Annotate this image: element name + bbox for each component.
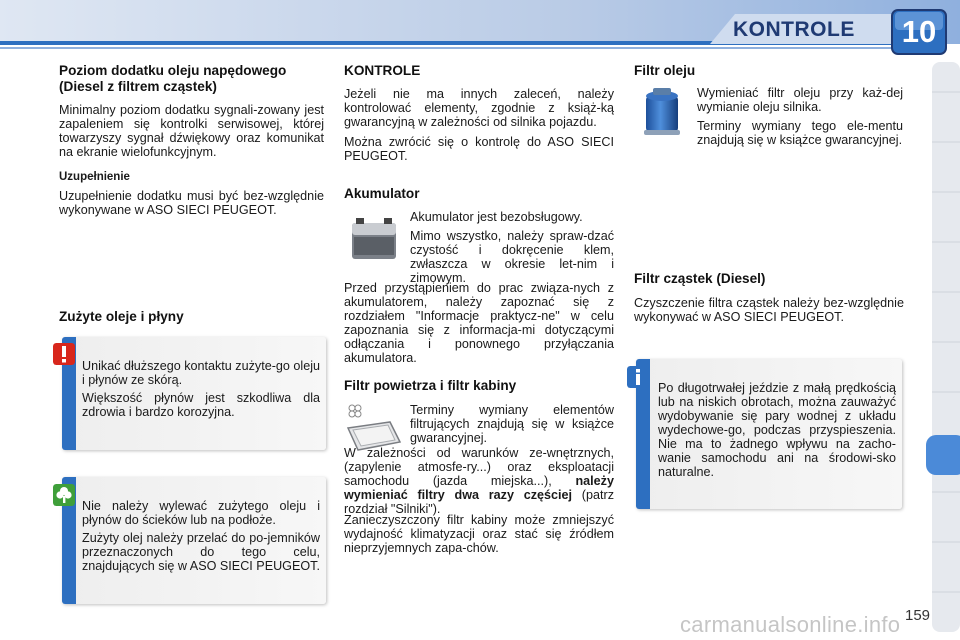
info-icon (627, 366, 649, 388)
kontrole-paragraph-1: Jeżeli nie ma innych zaleceń, należy kontrolować elementy, zgodnie z książ-ką gwarancyjną w zależności od silnika pojazdu. (344, 87, 614, 129)
oil-filter-heading: Filtr oleju (634, 63, 696, 78)
column-1 (59, 63, 324, 217)
info-paragraph: Po długotrwałej jeździe z małą prędkością lub na niskich obrotach, można zauważyć wydobywanie się pary wodnej z układu wydechowe-go, podczas przyspieszenia. Nie ma to żadnego wpływu na zacho-wanie samochodu ani na środowi-sko naturalne. (658, 381, 896, 479)
column-2 (344, 63, 614, 163)
kontrole-paragraph-2: Można zwrócić się o kontrolę do ASO SIECI PEUGEOT. (344, 135, 614, 163)
exclamation-icon (53, 343, 75, 365)
air-filter-p2-a: W zależności od warunków ze-wnętrznych, (zapylenie atmosfe-ry...) oraz eksploatacji samochodu (jazda miejska...), (344, 446, 614, 488)
eco-paragraph-1: Nie należy wylewać zużytego oleju i płynów do ścieków lub na podłoże. (82, 499, 320, 527)
oil-filter-icon (641, 86, 683, 138)
eco-paragraph-2: Zużyty olej należy przelać do po-jemników przeznaczonych do tego celu, znajdujących się w ASO SIECI PEUGEOT. (82, 531, 320, 573)
refill-subheading: Uzupełnienie (59, 171, 130, 183)
air-filter-heading: Filtr powietrza i filtr kabiny (344, 378, 517, 393)
air-filter-paragraph-1: Terminy wymiany elementów filtrujących znajdują się w książce gwarancyjnej. (410, 403, 614, 445)
additive-heading: Poziom dodatku oleju napędowego (Diesel z filtrem cząstek) (59, 63, 287, 94)
info-box-text (658, 381, 896, 479)
battery-text (410, 210, 614, 285)
tree-icon (53, 484, 75, 506)
chapter-number: 10 (901, 14, 937, 49)
oil-filter-text (697, 86, 903, 147)
page-header (0, 0, 960, 55)
air-filter-text (410, 403, 614, 445)
warning-paragraph-1: Unikać dłuższego kontaktu zużyte-go oleju i płynów ze skórą. (82, 359, 321, 387)
battery-icon (346, 213, 400, 267)
chapter-tabs (926, 62, 960, 632)
battery-heading: Akumulator (344, 186, 420, 201)
refill-paragraph: Uzupełnienie dodatku musi być bez-względnie wykonywane w ASO SIECI PEUGEOT. (59, 189, 324, 217)
battery-paragraph-3: Przed przystąpieniem do prac związa-nych z akumulatorem, należy zapoznać się z rozdziałem "Informacje praktycz-ne" w celu zapoznania się z informacja-mi dotyczącymi odłączania i ponownego przyłączania akumulatora. (344, 281, 614, 365)
additive-paragraph: Minimalny poziom dodatku sygnali-zowany jest zapaleniem się kontrolki serwisowej, której towarzyszy sygnał dźwiękowy oraz komunikat na ekranie wielofunkcyjnym. (59, 103, 324, 159)
particle-filter-heading: Filtr cząstek (Diesel) (634, 271, 766, 286)
chapter-badge (890, 8, 948, 56)
warning-box-text (82, 359, 320, 419)
page-number: 159 (905, 607, 931, 624)
watermark: carmanualsonline.info (680, 612, 901, 637)
chapter-title: KONTROLE (733, 18, 855, 41)
air-filter-p2-bold: należy wymieniać filtry dwa razy częściej (344, 474, 614, 502)
active-chapter-tab[interactable] (926, 433, 960, 477)
air-filter-p2-c: (patrz rozdział "Silniki"). (344, 488, 614, 516)
used-oils-heading: Zużyte oleje i płyny (59, 309, 184, 324)
info-box (636, 359, 902, 509)
battery-paragraph-1: Akumulator jest bezobsługowy. (410, 210, 583, 224)
oil-filter-paragraph-2: Terminy wymiany tego ele-mentu znajdują się w książce gwarancyjnej. (697, 119, 903, 147)
air-filter-paragraph-2 (344, 446, 614, 516)
air-filter-paragraph-3: Zanieczyszczony filtr kabiny może zmniejszyć wydajność klimatyzacji oraz stać się źródłem nieprzyjemnych zapa-chów. (344, 513, 614, 555)
kontrole-heading: KONTROLE (344, 63, 421, 78)
eco-box-text (82, 499, 320, 573)
particle-filter-paragraph: Czyszczenie filtra cząstek należy bez-względnie wykonywać w ASO SIECI PEUGEOT. (634, 296, 904, 324)
warning-box (62, 337, 326, 450)
battery-paragraph-2: Mimo wszystko, należy spraw-dzać czystość i dokręcenie klem, zwłaszcza w okresie let-nim i zimowym. (410, 229, 614, 285)
oil-filter-paragraph-1: Wymieniać filtr oleju przy każ-dej wymianie oleju silnika. (697, 86, 903, 114)
eco-box (62, 477, 326, 604)
warning-paragraph-2: Większość płynów jest szkodliwa dla zdrowia i bardzo korozyjna. (82, 391, 320, 419)
